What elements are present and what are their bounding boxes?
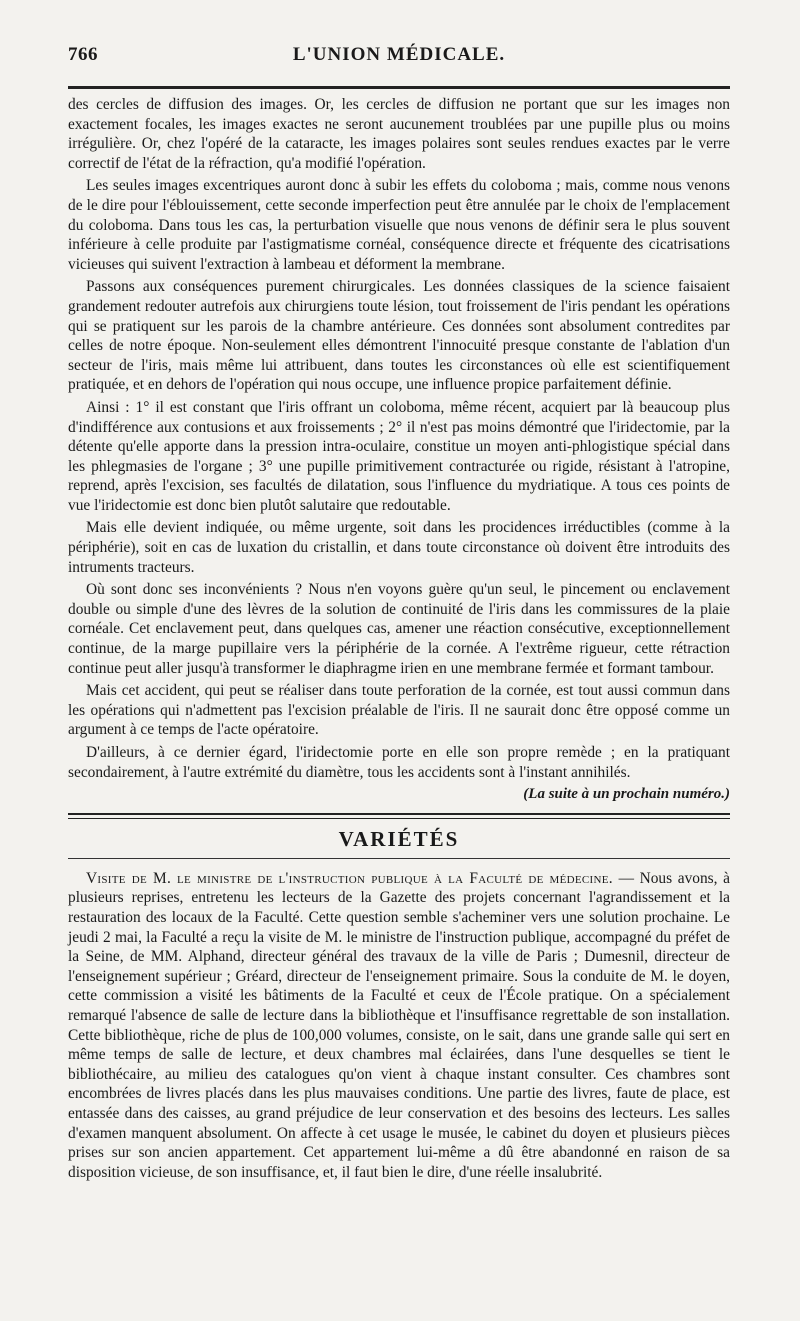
page-number: 766 <box>68 44 98 65</box>
section-divider <box>68 813 730 819</box>
paragraph: D'ailleurs, à ce dernier égard, l'iridectomie porte en elle son propre remède ; en la pratiquant secondairement, à l'autre extrémité du diamètre, tous les accidents sont à l'instant annihilés. <box>68 744 730 781</box>
main-article-body <box>68 95 730 805</box>
section-title: VARIÉTÉS <box>338 826 460 851</box>
paragraph: Mais cet accident, qui peut se réaliser dans toute perforation de la cornée, est tout aussi commun dans les opérations qui n'admettent pas l'excision préalable de l'iris. Il ne saurait donc être opposé comme un argument à ce temps de l'acte opératoire. <box>68 682 730 739</box>
header-rule <box>68 86 730 89</box>
article-heading: Visite de M. le ministre de l'instruction publique à la Faculté de médecine. <box>86 869 613 887</box>
running-title: L'UNION MÉDICALE. <box>292 44 506 65</box>
page-header <box>68 30 730 64</box>
article-text: — Nous avons, à plusieurs reprises, entretenu les lecteurs de la Gazette des projets concernant l'agrandissement et la restauration des locaux de la Faculté. Cette question semble s'acheminer vers une solution prochaine. Le jeudi 2 mai, la Faculté a reçu la visite de M. le ministre de l'instruction publique, accompagné du préfet de la Seine, de MM. Alphand, directeur général des travaux de la ville de Paris ; Dumesnil, directeur de l'enseignement supérieur ; Gréard, directeur de l'enseignement primaire. Sous la conduite de M. le doyen, cette commission a visité les bâtiments de la Faculté et ceux de l'École pratique. On a spécialement remarqué l'absence de salle de lecture dans la bibliothèque et l'insuffisance regrettable de son installation. Cette bibliothèque, riche de plus de 100,000 volumes, consiste, on le sait, dans une grande salle qui sert en même temps de salle de lecture, et deux chambres mal éclairées, dans l'une desquelles se tient le bibliothécaire, au milieu des catalogues qu'on vient à chaque instant consulter. Ces chambres sont encombrées de livres placés dans les plus mauvaises conditions. Une partie des livres, faute de place, est entassée dans des caisses, au grand préjudice de leur conservation et des besoins des lecteurs. Les salles d'examen manquent absolument. On affecte à cet usage le musée, le cabinet du doyen et plusieurs pièces prises sur son ancien appartement. Cet appartement lui-même a dû être abandonné en raison de sa disposition vicieuse, de son insuffisance, et, il faut bien le dire, d'une réelle insalubrité. <box>68 869 730 1181</box>
paragraph: des cercles de diffusion des images. Or, les cercles de diffusion ne portant que sur les images non exactement focales, les images exactes ne seront aucunement troublées par une pupille plus ou moins irrégulière. Or, chez l'opéré de la cataracte, les images polaires sont seules rendues exactes par le verre correctif de l'état de la réfraction, qu'a modifié l'opération. <box>68 96 730 172</box>
varietes-article <box>68 869 730 1183</box>
paragraph: Les seules images excentriques auront donc à subir les effets du coloboma ; mais, comme nous venons de le dire pour l'éblouissement, cette seconde imperfection peut être annulée par le choix de l'emplacement du coloboma. Dans tous les cas, la perturbation visuelle que nous venons de définir sera le plus souvent inférieure à celle produite par l'astigmatisme cornéal, conséquence directe et fréquente des cicatrisations vicieuses qui suivent l'extraction à lambeau et déforment la membrane. <box>68 177 730 273</box>
section-title-rule <box>68 858 730 859</box>
varietes-paragraph <box>68 869 730 1183</box>
continuation-note: (La suite à un prochain numéro.) <box>523 786 730 803</box>
paragraph: Où sont donc ses inconvénients ? Nous n'en voyons guère qu'un seul, le pincement ou enclavement double ou simple d'une des lèvres de la solution de continuité de l'iris dans les commissures de la plaie cornéale. Cet enclavement peut, dans quelques cas, amener une réaction consécutive, exceptionnellement continue, de la marge pupillaire vers la périphérie de la cornée. A l'extrême rigueur, cette rétraction continue peut aller jusqu'à transformer le diaphragme irien en une membrane fermée et formant tambour. <box>68 581 730 677</box>
paragraph: Passons aux conséquences purement chirurgicales. Les données classiques de la science faisaient grandement redouter autrefois aux chirurgiens toute lésion, tout froissement de l'iris pendant les opérations qui se pratiquent sur les parois de la chambre antérieure. Ces données sont absolument contredites par celles de notre époque. Non-seulement elles démontrent l'innocuité presque constante de l'ablation d'un secteur de l'iris, mais même lui attribuent, dans toutes les circonstances où elle est scientifiquement pratiquée, et en dehors de l'opération qui nous occupe, une influence propice parfaitement définie. <box>68 278 730 394</box>
paragraph: Mais elle devient indiquée, ou même urgente, soit dans les procidences irréductibles (comme à la périphérie), soit en cas de luxation du cristallin, et dans toute circonstance où doivent être introduits des intruments tracteurs. <box>68 519 730 576</box>
paragraph: Ainsi : 1° il est constant que l'iris offrant un coloboma, même récent, acquiert par là beaucoup plus d'indifférence aux contusions et aux froissements ; 2° il n'est pas moins démontré que l'iridectomie, par la détente qu'elle apporte dans la pression intra-oculaire, constitue un moyen anti-phlogistique spécial dans les phlegmasies de l'organe ; 3° une pupille primitivement contracturée ou rigide, résistant à l'atropine, reprend, après l'excision, ses facultés de dilatation, sous l'influence du mydriatique. A tous ces points de vue l'iridectomie est donc bien plutôt salutaire que redoutable. <box>68 398 730 514</box>
